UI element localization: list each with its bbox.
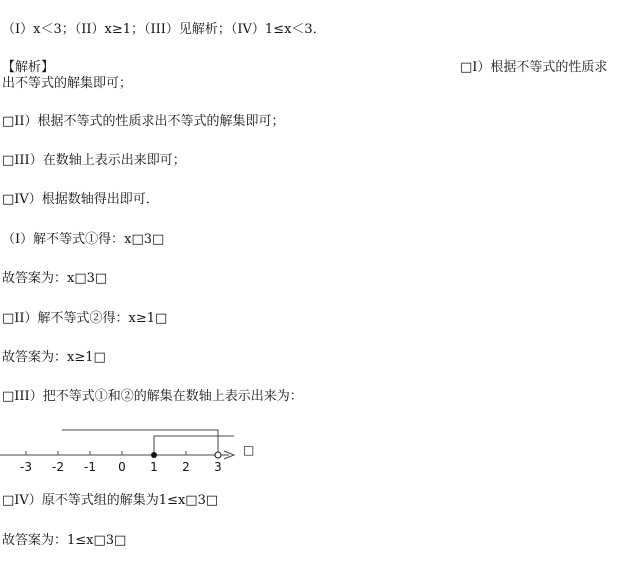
solve-inequality-1: （I）解不等式①得：x□3□: [2, 232, 165, 247]
analysis-step-1-cont: 出不等式的解集即可；: [2, 76, 133, 91]
closed-endpoint: [151, 452, 157, 458]
axis-ticks: [26, 451, 218, 455]
axis-tick-label: -3: [20, 460, 32, 474]
axis-tick-label: 0: [118, 460, 126, 474]
final-solution-set: □IV）原不等式组的解集为1≤x□3□: [2, 493, 219, 508]
axis-end-label: □: [243, 443, 255, 457]
answer-1: 故答案为：x□3□: [2, 271, 108, 286]
axis-tick-labels: [20, 460, 222, 474]
analysis-step-2: □II）根据不等式的性质求出不等式的解集即可；: [2, 114, 285, 129]
analysis-step-3: □III）在数轴上表示出来即可；: [2, 153, 186, 168]
axis-tick-label: 2: [182, 460, 190, 474]
number-line-intro: □III）把不等式①和②的解集在数轴上表示出来为：: [2, 389, 303, 404]
axis-tick-label: -1: [84, 460, 96, 474]
axis-tick-label: 1: [150, 460, 158, 474]
solve-inequality-2: □II）解不等式②得：x≥1□: [2, 311, 168, 326]
answer-2: 故答案为：x≥1□: [2, 350, 106, 365]
final-answer: 故答案为：1≤x□3□: [2, 533, 127, 548]
solution-bar-x-lt-3: [62, 430, 218, 455]
open-endpoint: [215, 452, 221, 458]
axis-tick-label: -2: [52, 460, 64, 474]
solution-bar-x-ge-1: [154, 436, 234, 455]
number-line-figure: [0, 418, 300, 474]
answer-line: （I）x＜3；（II）x≥1；（III）见解析；（IV）1≤x＜3．: [2, 22, 326, 37]
analysis-header: 【解析】: [2, 60, 55, 75]
analysis-step-4: □IV）根据数轴得出即可．: [2, 192, 159, 207]
analysis-step-1: □I）根据不等式的性质求: [460, 60, 608, 75]
axis-tick-label: 3: [214, 460, 222, 474]
